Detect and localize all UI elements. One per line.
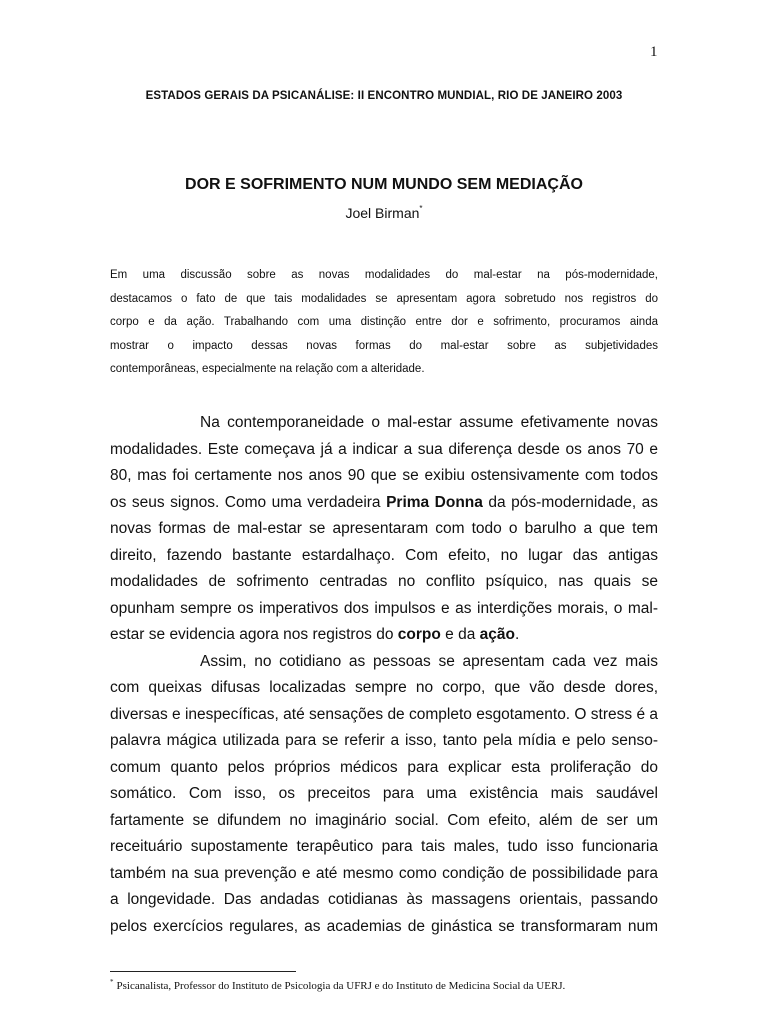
body-text-run: e da: [440, 626, 480, 643]
abstract-line: destacamos o fato de que tais modalidades se apresentam agora sobretudo nos registros do: [110, 292, 658, 305]
footnote-text: Psicanalista, Professor do Instituto de Psicologia da UFRJ e do Instituto de Medicina Social da UERJ.: [116, 980, 566, 992]
author-footnote-mark: *: [419, 204, 423, 213]
body-line: somático. Com isso, os preceitos para uma existência mais saudável: [110, 785, 658, 802]
body-text-run: .: [514, 626, 520, 643]
body-line: opunham sempre os imperativos dos impulsos e as interdições morais, o mal-: [110, 599, 658, 617]
body-line: 80, mas foi certamente nos anos 90 que se exibiu ostensivamente com todos: [110, 467, 658, 484]
body-line: Na contemporaneidade o mal-estar assume efetivamente novas: [200, 414, 658, 431]
body-line: [110, 622, 658, 649]
abstract-line: contemporâneas, especialmente na relação com a alteridade.: [110, 363, 425, 375]
body-line: também na sua prevenção e até mesmo como condição de possibilidade para: [110, 864, 658, 882]
page-number: 1: [650, 44, 658, 60]
body-line: fartamente se difundem no imaginário social. Com efeito, além de ser um: [110, 811, 658, 829]
body-line: novas formas de mal-estar se apresentaram com todo o barulho a que tem: [110, 520, 658, 537]
emphasis-corpo: corpo: [397, 626, 441, 643]
body-text-run: os seus signos. Como uma verdadeira: [110, 493, 387, 511]
emphasis-prima-donna: Prima Donna: [386, 493, 483, 511]
author-name: Joel Birman: [345, 205, 420, 221]
body-line: com queixas difusas localizadas sempre no corpo, que vão desde dores,: [110, 679, 658, 696]
conference-header: ESTADOS GERAIS DA PSICANÁLISE: II ENCONTRO MUNDIAL, RIO DE JANEIRO 2003: [145, 90, 623, 102]
body-line: pelos exercícios regulares, as academias de ginástica se transformaram num: [110, 917, 658, 935]
author-line: [0, 204, 768, 221]
body-text-run: estar se evidencia agora nos registros do: [110, 626, 398, 643]
footnote: [110, 978, 670, 992]
body-line: modalidades. Este começava já a indicar a sua diferença desde os anos 70 e: [110, 440, 658, 458]
body-line: palavra mágica utilizada para se referir a isso, tanto pela mídia e pelo senso-: [110, 732, 658, 749]
body-line: receituário supostamente terapêutico para tais males, tudo isso funcionaria: [110, 838, 658, 855]
body-line: direito, fazendo bastante estardalhaço. Com efeito, no lugar das antigas: [110, 546, 658, 564]
abstract-line: corpo e da ação. Trabalhando com uma distinção entre dor e sofrimento, procuramos ainda: [110, 316, 658, 328]
body-text-run: da pós-modernidade, as: [482, 493, 659, 511]
footnote-divider: [110, 971, 296, 972]
footnote-mark: *: [110, 978, 114, 986]
body-line: comum quanto pelos próprios médicos para explicar esta proliferação do: [110, 758, 658, 776]
body-line: diversas e inespecíficas, até sensações de completo esgotamento. O stress é a: [110, 705, 658, 723]
paper-title: DOR E SOFRIMENTO NUM MUNDO SEM MEDIAÇÃO: [185, 176, 583, 193]
body-line: [110, 490, 658, 517]
body-line: a longevidade. Das andadas cotidianas às massagens orientais, passando: [110, 891, 658, 908]
abstract: [110, 264, 658, 382]
abstract-line: mostrar o impacto dessas novas formas do mal-estar sobre as subjetividades: [110, 339, 658, 352]
body-line: Assim, no cotidiano as pessoas se apresentam cada vez mais: [200, 652, 658, 670]
body-line: modalidades de sofrimento centradas no conflito psíquico, nas quais se: [110, 573, 658, 590]
body-text: [110, 410, 658, 940]
abstract-line: Em uma discussão sobre as novas modalidades do mal-estar na pós-modernidade,: [110, 269, 658, 281]
emphasis-acao: ação: [479, 626, 515, 643]
